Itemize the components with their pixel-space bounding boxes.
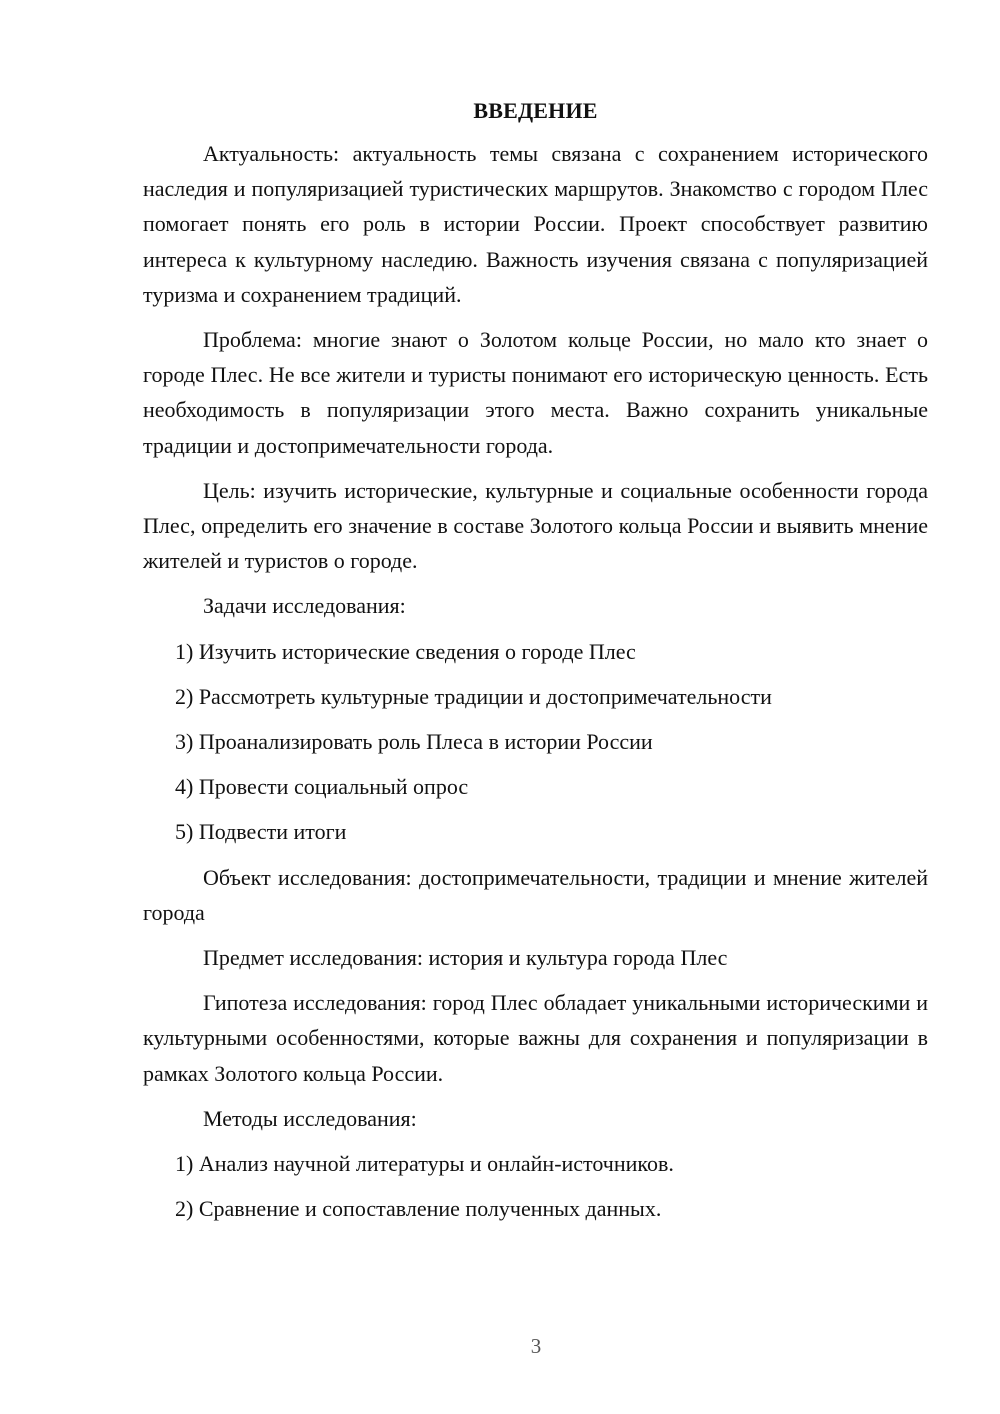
methods-heading: Методы исследования:	[203, 1105, 417, 1131]
document-page	[143, 96, 928, 1236]
task-item: 1) Изучить исторические сведения о городе Плес	[175, 638, 636, 664]
page-number: 3	[530, 1334, 542, 1358]
page-title: ВВЕДЕНИЕ	[473, 98, 598, 123]
problem-paragraph: Проблема: многие знают о Золотом кольце России, но мало кто знает о городе Плес. Не все жители и туристы понимают его историческую ценность. Есть необходимость в популяризации этого места. Важно сохранить уникальные традиции и достопримечательности города.	[143, 327, 928, 458]
hypothesis-paragraph: Гипотеза исследования: город Плес обладает уникальными историческими и культурными особенностями, которые важны для сохранения и популяризации в рамках Золотого кольца России.	[143, 990, 928, 1086]
task-item: 4) Провести социальный опрос	[175, 774, 469, 800]
method-item: 2) Сравнение и сопоставление полученных данных.	[175, 1196, 662, 1222]
object-paragraph: Объект исследования: достопримечательности, традиции и мнение жителей города	[143, 864, 928, 925]
subject-paragraph: Предмет исследования: история и культура города Плес	[203, 945, 728, 971]
task-item: 3) Проанализировать роль Плеса в истории России	[175, 729, 653, 755]
task-item: 2) Рассмотреть культурные традиции и достопримечательности	[175, 683, 772, 709]
relevance-paragraph: Актуальность: актуальность темы связана с сохранением исторического наследия и популяризацией туристических маршрутов. Знакомство с городом Плес помогает понять его роль в истории России. Проект способствует развитию интереса к культурному наследию. Важность изучения связана с популяризацией туризма и сохранением традиций.	[143, 141, 928, 307]
task-item: 5) Подвести итоги	[175, 819, 347, 845]
goal-paragraph: Цель: изучить исторические, культурные и социальные особенности города Плес, определить его значение в составе Золотого кольца России и выявить мнение жителей и туристов о городе.	[143, 477, 928, 574]
method-item: 1) Анализ научной литературы и онлайн-источников.	[175, 1151, 674, 1177]
tasks-heading: Задачи исследования:	[203, 593, 406, 619]
